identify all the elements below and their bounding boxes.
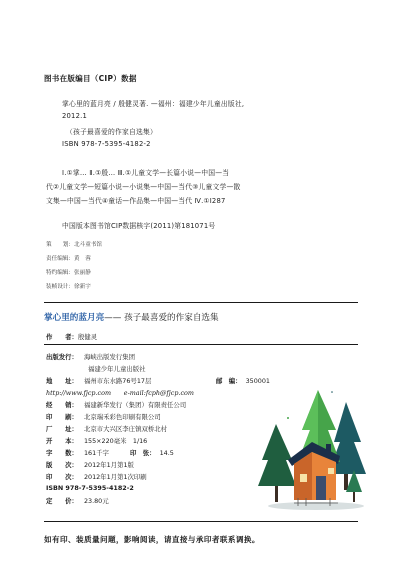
book-title-series: —— 孩子最喜爱的作家自选集 bbox=[104, 313, 219, 323]
website-line: http://www.fjcp.com e-mail:fcph@fjcp.com bbox=[46, 389, 194, 397]
book-title-main: 掌心里的蓝月亮 bbox=[44, 313, 105, 323]
credit-design bbox=[46, 282, 91, 290]
cip-line-5: Ⅰ.①掌… Ⅱ.①殷… Ⅲ.①儿童文学—长篇小说—中国—当 bbox=[62, 169, 230, 177]
divider-bottom bbox=[44, 521, 358, 522]
printing-line bbox=[46, 472, 147, 481]
address-line bbox=[46, 376, 151, 385]
credit-value: 北斗童书馆 bbox=[74, 242, 102, 248]
size-value: 155×220毫米 1/16 bbox=[83, 437, 148, 445]
cip-line-6: 代②儿童文学—短篇小说—小说集—中国—当代③儿童文学—散 bbox=[46, 183, 241, 191]
publisher-label: 出版发行： bbox=[46, 353, 78, 361]
credit-label: 装帧设计： bbox=[46, 284, 74, 290]
words-value: 161千字 bbox=[83, 449, 109, 457]
size-label: 开 本： bbox=[46, 437, 78, 445]
distributor-label: 经 销： bbox=[46, 401, 78, 409]
author-name: 殷健灵 bbox=[77, 333, 98, 341]
printing-value: 2012年1月第1次印刷 bbox=[83, 473, 147, 481]
cip-line-8: 中国版本图书馆CIP数据核字(2011)第181071号 bbox=[62, 222, 216, 230]
printer-line bbox=[46, 412, 161, 421]
credit-editor bbox=[46, 254, 91, 262]
credit-special-editor bbox=[46, 268, 91, 276]
printer-value: 北京瑞禾彩色印刷有限公司 bbox=[83, 413, 161, 421]
factory-line bbox=[46, 424, 167, 433]
credit-label: 特约编辑： bbox=[46, 270, 74, 276]
address-label: 地 址： bbox=[46, 377, 78, 385]
cip-line-4: ISBN 978-7-5395-4182-2 bbox=[62, 140, 151, 148]
book-title bbox=[44, 311, 219, 323]
credit-label: 策 划： bbox=[46, 242, 74, 248]
words-line bbox=[46, 448, 109, 457]
sheets-value: 14.5 bbox=[159, 449, 174, 457]
edition-value: 2012年1月第1版 bbox=[83, 461, 134, 469]
credit-planning bbox=[46, 240, 102, 248]
sheets-label: 印 张： bbox=[130, 449, 156, 457]
cip-line-1: 掌心里的蓝月亮 / 殷健灵著. —福州：福建少年儿童出版社, bbox=[62, 100, 245, 108]
author-line bbox=[46, 332, 97, 341]
cip-line-2: 2012.1 bbox=[62, 112, 87, 120]
credit-value: 徐新宇 bbox=[74, 284, 91, 290]
credit-value: 黄 蓉 bbox=[74, 256, 91, 262]
divider-mid bbox=[44, 344, 358, 345]
author-label: 作 者： bbox=[46, 333, 78, 341]
distributor-value: 福建新华发行（集团）有限责任公司 bbox=[83, 401, 187, 409]
isbn-line: ISBN 978-7-5395-4182-2 bbox=[46, 484, 134, 492]
size-line bbox=[46, 436, 147, 445]
edition-label: 版 次： bbox=[46, 461, 78, 469]
credit-label: 责任编辑： bbox=[46, 256, 74, 262]
price-line bbox=[46, 496, 109, 505]
printer-label: 印 刷： bbox=[46, 413, 78, 421]
postcode-value: 350001 bbox=[245, 377, 270, 385]
price-label: 定 价： bbox=[46, 497, 78, 505]
postcode-label: 邮 编： bbox=[216, 377, 242, 385]
credit-value: 张丽静 bbox=[74, 270, 91, 276]
address-value: 福州市东水路76号17层 bbox=[83, 377, 152, 385]
cip-heading: 图书在版编目（CIP）数据 bbox=[44, 74, 137, 83]
publisher2-line: 福建少年儿童出版社 bbox=[88, 365, 146, 373]
publisher-line bbox=[46, 352, 135, 361]
price-value: 23.80元 bbox=[83, 497, 109, 505]
edition-line bbox=[46, 460, 134, 469]
publisher-name: 海峡出版发行集团 bbox=[83, 353, 136, 361]
words-label: 字 数： bbox=[46, 449, 78, 457]
distributor-line bbox=[46, 400, 186, 409]
printing-label: 印 次： bbox=[46, 473, 78, 481]
cip-line-3: （孩子最喜爱的作家自选集） bbox=[66, 128, 157, 136]
cip-line-7: 文集—中国—当代④童话—作品集—中国—当代 Ⅳ.①I287 bbox=[46, 197, 226, 205]
factory-value: 北京市大兴区李庄镇双桥北村 bbox=[83, 425, 168, 433]
divider-top bbox=[44, 302, 358, 303]
quality-notice: 如有印、装质量问题，影响阅读，请直接与承印者联系调换。 bbox=[44, 535, 260, 544]
factory-label: 厂 址： bbox=[46, 425, 78, 433]
house-trees-illustration bbox=[258, 382, 368, 512]
sheets-line bbox=[130, 448, 174, 457]
